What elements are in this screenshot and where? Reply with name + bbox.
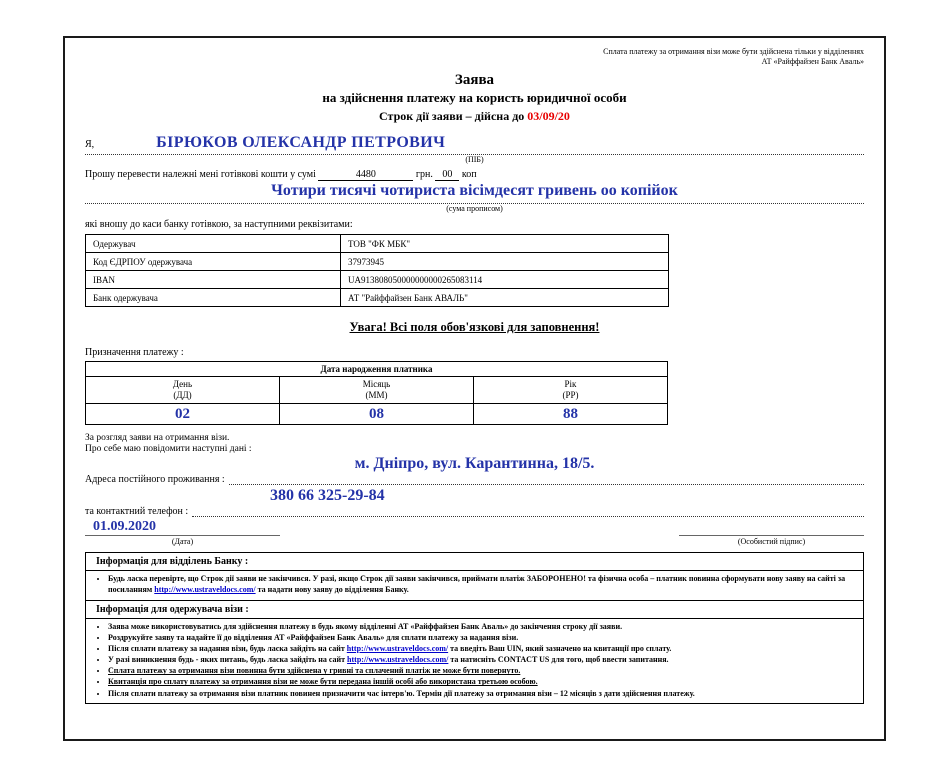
visa-info-bullet xyxy=(108,621,855,632)
amount-line xyxy=(85,169,864,181)
visa-bullet-text: Квитанція про сплату платежу за отримання візи не може бути передана іншій особі або використана третьою особою. xyxy=(108,677,538,687)
address-value: м. Дніпро, вул. Карантинна, 18/5. xyxy=(354,455,595,473)
form-title: Заява xyxy=(454,71,495,88)
ustraveldocs-link[interactable]: http://www.ustraveldocs.com/ xyxy=(154,585,256,595)
col-day-name: День xyxy=(172,379,193,390)
requisite-value: UA913808050000000000265083114 xyxy=(341,271,669,289)
birth-day-value: 02 xyxy=(86,404,280,425)
col-month-name: Місяць xyxy=(362,379,391,390)
table-row xyxy=(86,362,668,377)
date-line xyxy=(85,535,280,536)
visa-bullet-post: та натисніть CONTACT US для того, щоб ввести запитання. xyxy=(448,655,669,665)
requisites-table xyxy=(85,234,669,307)
date-value: 01.09.2020 xyxy=(93,519,156,535)
phone-label: та контактний телефон : xyxy=(85,506,189,518)
birth-month-value: 08 xyxy=(280,404,474,425)
visa-info-bullet xyxy=(108,643,855,654)
bank-info-bullet xyxy=(108,573,855,595)
validity-line xyxy=(85,109,864,124)
kopecks-value: 00 xyxy=(435,169,459,181)
table-row xyxy=(86,235,669,253)
applicant-name: БІРЮКОВ ОЛЕКСАНДР ПЕТРОВИЧ xyxy=(156,133,446,151)
col-year-code: (РР) xyxy=(562,390,579,401)
ustraveldocs-link[interactable]: http://www.ustraveldocs.com/ xyxy=(346,643,449,653)
visa-info-bullet xyxy=(108,632,855,643)
bank-bullet-pre: Будь ласка перевірте, що Строк дії заяви не закінчився. У разі, якщо Строк дії заяви закінчився, приймати платіж ЗАБОРОНЕНО! та фізична особа – платник повинна сформувати нову заяву на сайті за посиланням xyxy=(108,574,846,595)
requisite-label: Одержувач xyxy=(86,235,341,253)
requisite-value: АТ "Райффайзен Банк АВАЛЬ" xyxy=(341,289,669,307)
visa-info-bullet xyxy=(108,676,855,687)
bank-info-content xyxy=(86,570,863,599)
visa-bullet-text: Заява може використовуватись для здійснення платежу в будь якому відділенні АТ «Райффайзен Банк Аваль» до закінчення строку дії заяви. xyxy=(108,621,623,631)
phone-dotted-line xyxy=(192,505,864,517)
bank-branch-note-line2: АТ «Райффайзен Банк Аваль» xyxy=(761,57,864,67)
visa-bullet-pre: Після сплати платежу за надання візи, будь ласка зайдіть на сайт xyxy=(108,643,347,653)
info-boxes xyxy=(85,552,864,704)
birth-date-table xyxy=(85,361,668,425)
requisite-label: Банк одержувача xyxy=(86,289,341,307)
table-row xyxy=(86,271,669,289)
bank-info-title: Інформація для відділень Банку : xyxy=(96,556,249,568)
col-day-code: (ДД) xyxy=(173,390,192,401)
signature-line xyxy=(679,535,864,536)
currency-label: грн. xyxy=(415,168,433,180)
birth-year-value: 88 xyxy=(474,404,668,425)
amount-words-caption: (сума прописом) xyxy=(446,203,503,213)
amount-in-words: Чотири тисячі чотириста вісімдесят гривень оо копійок xyxy=(85,182,864,204)
col-month-code: (ММ) xyxy=(365,390,388,401)
visa-info-bullet xyxy=(108,688,855,699)
form-subtitle: на здійснення платежу на користь юридичної особи xyxy=(322,89,627,105)
applicant-name-line xyxy=(85,134,864,155)
signature-block xyxy=(679,535,864,546)
payment-purpose-label: Призначення платежу : xyxy=(85,347,184,359)
address-line xyxy=(85,473,864,485)
bank-branch-note xyxy=(85,47,864,68)
amount-value: 4480 xyxy=(318,169,413,181)
birth-table-header: Дата народження платника xyxy=(86,362,668,377)
phone-line xyxy=(85,505,864,517)
birth-col-year xyxy=(474,377,668,404)
name-caption: (ПІБ) xyxy=(465,154,484,164)
ustraveldocs-link[interactable]: http://www.ustraveldocs.com/ xyxy=(347,655,449,665)
birth-col-day xyxy=(86,377,280,404)
address-dotted-line xyxy=(229,473,864,485)
requisite-label: Код ЄДРПОУ одержувача xyxy=(86,253,341,271)
visa-bullet-post: та введіть Ваш UIN, який зазначено на квитанції про сплату. xyxy=(448,643,672,653)
visa-info-content xyxy=(86,618,863,703)
visa-bullet-text: Сплата платежу за отримання візи повинна бути здійснена у гривні та сплачений платіж не може бути повернуто. xyxy=(108,666,521,676)
applicant-prefix: Я, xyxy=(85,138,95,150)
visa-bullet-pre: У разі виникнення будь - яких питань, будь ласка зайдіть на сайт xyxy=(108,655,348,665)
col-year-name: Рік xyxy=(564,379,577,390)
purpose-note: За розгляд заяви на отримання візи. xyxy=(85,433,230,444)
visa-bullet-text: Роздрукуйте заяву та надайте її до відділення АТ «Райффайзен Банк Аваль» для сплати платежу за надання візи. xyxy=(108,632,519,642)
validity-prefix: Строк дії заяви – дійсна до xyxy=(379,108,525,123)
payment-application-form xyxy=(63,36,886,741)
table-row xyxy=(86,404,668,425)
visa-info-title: Інформація для одержувача візи : xyxy=(86,600,863,618)
date-block xyxy=(85,519,280,546)
kopecks-label: коп xyxy=(461,168,477,180)
table-row xyxy=(86,289,669,307)
table-row xyxy=(86,377,668,404)
personal-data-note: Про себе маю повідомити наступні дані : xyxy=(85,444,252,455)
visa-bullet-text: Після сплати платежу за отримання візи платник повинен призначити час інтерв'ю. Термін дії платежу за отримання візи – 12 місяців з дати здійснення платежу. xyxy=(108,688,695,698)
phone-value: 380 66 325-29-84 xyxy=(270,487,385,505)
requisite-value: 37973945 xyxy=(341,253,669,271)
address-label: Адреса постійного проживання : xyxy=(85,474,225,486)
signature-caption: (Особистий підпис) xyxy=(737,537,806,547)
visa-info-bullet xyxy=(108,654,855,665)
attention-notice: Увага! Всі поля обов'язкові для заповнення! xyxy=(349,320,600,335)
amount-prefix: Прошу перевести належні мені готівкові кошти у сумі xyxy=(85,168,316,180)
date-caption: (Дата) xyxy=(171,537,194,547)
bank-branch-note-line1: Сплата платежу за отримання візи може бути здійснена тільки у відділеннях xyxy=(603,47,864,56)
signature-section xyxy=(85,519,864,546)
requisite-label: IBAN xyxy=(86,271,341,289)
visa-info-bullet xyxy=(108,665,855,676)
cash-deposit-note: які вношу до каси банку готівкою, за наступними реквізитами: xyxy=(85,219,353,231)
bank-bullet-post: та надати нову заяву до відділення Банку. xyxy=(255,585,409,595)
birth-col-month xyxy=(280,377,474,404)
expiry-date: 03/09/20 xyxy=(527,108,570,123)
requisite-value: ТОВ "ФК МБК" xyxy=(341,235,669,253)
table-row xyxy=(86,253,669,271)
